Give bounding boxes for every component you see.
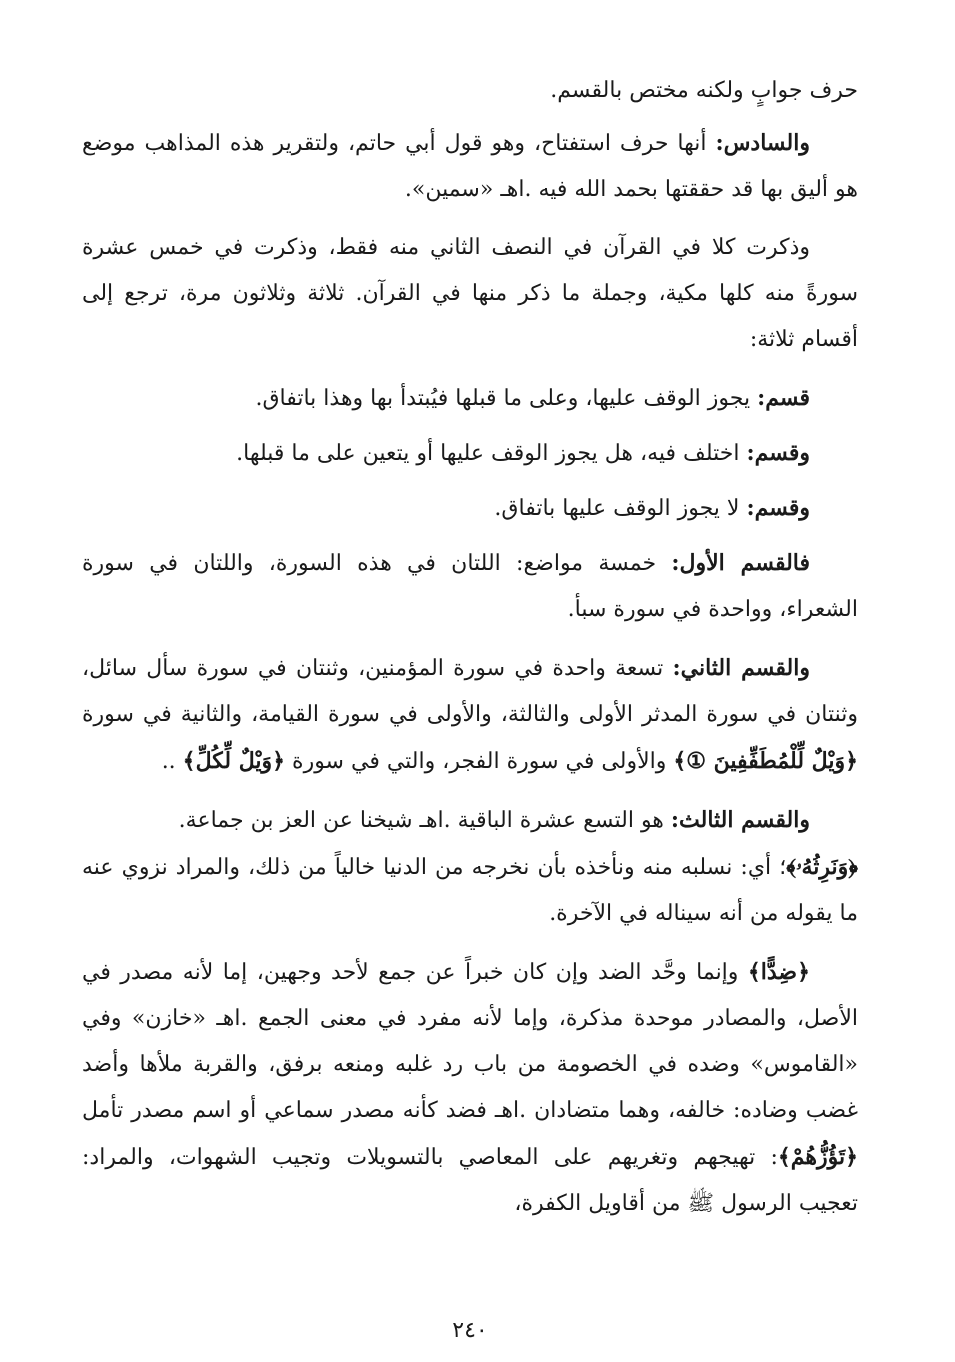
quran-quote: ﴿وَيْلٌ لِّكُلِّ﴾ (182, 748, 286, 774)
quran-quote: ﴿ضِدًّا﴾ (747, 959, 810, 985)
list-item-text: يجوز الوقف عليها، وعلى ما قبلها فيُبتدأ بها وهذا باتفاق. (255, 386, 758, 411)
list-item-lead: وقسم: (746, 440, 810, 466)
paragraph-6-text: هو التسع عشرة الباقية .اهـ شيخنا عن العز بن جماعة. (178, 808, 671, 833)
document-page (82, 68, 858, 1343)
paragraph-6-lead: والقسم الثالث: (670, 807, 810, 833)
paragraph-5 (82, 645, 858, 785)
paragraph-7-text: ؛ أي: نسلبه منه ونأخذه بأن نخرجه من الدنيا خالياً من ذلك، والمراد نزوي عنه ما يقوله من أنه سيناله في الآخرة. (82, 855, 858, 926)
paragraph-8-text-1: وإنما وحَّد الضد وإن كان خبراً عن جمع لأحد وجهين، إما لأنه مصدر في الأصل، والمصادر موحدة مذكرة، وإما لأنه مفرد في معنى الجمع .اهـ «خازن» وفي «القاموس» وضده في الخصومة من باب رد غلبه ومنعه برفق، والقربة ملأها وأضد غضب وضاده: خالفه، وهما متضادان .اهـ فضد كأنه مصدر سماعي أو اسم مصدر تأمل (82, 960, 858, 1123)
quran-quote: ﴿تَؤُزُّهُمْ﴾ (777, 1144, 858, 1170)
list-item-lead: قسم: (757, 385, 810, 411)
paragraph-3 (82, 225, 858, 363)
paragraph-5-lead: والقسم الثاني: (672, 655, 810, 681)
quran-quote: ﴿وَنَرِثُهُۥ﴾ (786, 854, 858, 880)
list-item-text: اختلف فيه، هل يجوز الوقف عليها أو يتعين على ما قبلها. (236, 441, 747, 466)
paragraph-1-text: حرف جوابٍ ولكنه مختص بالقسم. (550, 78, 858, 103)
paragraph-5-text-1: تسعة واحدة في سورة المؤمنين، وثنتان في سورة سأل سائل، وثنتان في سورة المدثر الأولى والثالثة، والأولى في سورة القيامة، والثانية في سورة (82, 656, 858, 727)
paragraph-8 (82, 949, 858, 1227)
paragraph-4-text: خمسة مواضع: اللتان في هذه السورة، واللتان في سورة الشعراء، وواحدة في سورة سبأ. (82, 551, 858, 622)
paragraph-6 (82, 797, 858, 844)
page-number: ٢٤٠ (452, 1318, 488, 1343)
list-item (82, 485, 810, 532)
paragraph-5-text-2: والأولى في سورة الفجر، والتي في سورة (285, 749, 674, 774)
paragraph-4 (82, 540, 858, 633)
list-item (82, 375, 810, 422)
paragraph-5-text-3: .. (161, 749, 183, 774)
paragraph-4-lead: فالقسم الأول: (671, 550, 810, 576)
paragraph-2 (82, 120, 858, 213)
paragraph-3-text: وذكرت كلا في القرآن في النصف الثاني منه فقط، وذكرت في خمس عشرة سورةً منه كلها مكية، وجملة ما ذكر منها في القرآن. ثلاثة وثلاثون مرة، ترجع إلى أقسام ثلاثة: (82, 235, 858, 352)
paragraph-8-text-2: : تهيجهم وتغريهم على المعاصي بالتسويلات وتجيب الشهوات، والمراد: تعجيب الرسول ﷺ من أقاويل الكفرة، (82, 1145, 858, 1216)
paragraph-7 (82, 844, 858, 937)
list-item-lead: وقسم: (746, 495, 810, 521)
paragraph-2-text: أنها حرف استفتاح، وهو قول أبي حاتم، ولتقرير هذه المذاهب موضع هو أليق بها قد حققتها بحمد الله فيه .اهـ «سمين». (82, 131, 858, 202)
list-item (82, 430, 810, 477)
paragraph-1 (82, 68, 858, 114)
quran-quote: ﴿وَيْلٌ لِّلْمُطَفِّفِينَ ①﴾ (673, 748, 858, 774)
paragraph-2-lead: والسادس: (715, 130, 810, 156)
list-item-text: لا يجوز الوقف عليها باتفاق. (494, 496, 747, 521)
